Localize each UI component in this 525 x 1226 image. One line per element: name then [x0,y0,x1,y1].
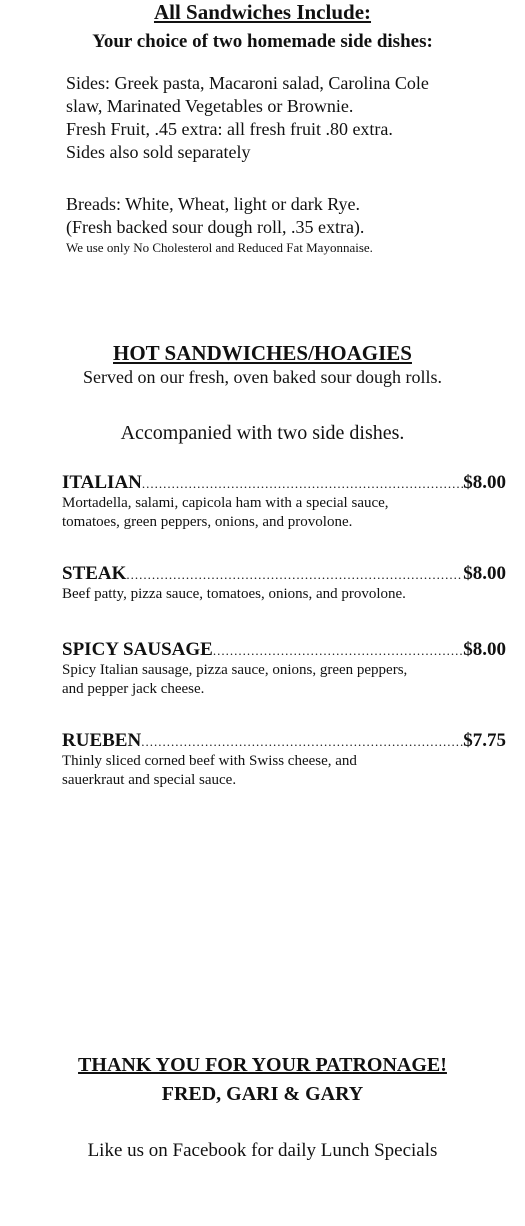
item-description: Beef patty, pizza sauce, tomatoes, onions, and provolone. [62,586,406,602]
dot-leader [126,567,463,583]
header-title: All Sandwiches Include: [153,0,372,24]
breads-line: Breads: White, Wheat, light or dark Rye. [66,194,361,214]
item-description: sauerkraut and special sauce. [62,772,237,788]
item-description: Thinly sliced corned beef with Swiss cheese, and [62,753,357,769]
hot-sandwiches-title: HOT SANDWICHES/HOAGIES [113,341,412,365]
sides-line: slaw, Marinated Vegetables or Brownie. [66,96,354,116]
menu-item-spicy-sausage [62,639,506,699]
breads-line: (Fresh backed sour dough roll, .35 extra). [66,217,365,237]
served-note: Served on our fresh, oven baked sour dough rolls. [83,367,442,387]
breads-section [66,193,506,257]
item-description: Spicy Italian sausage, pizza sauce, onions, green peppers, [62,662,408,678]
item-name: SPICY SAUSAGE [62,639,213,660]
sides-section [66,72,506,164]
item-name: RUEBEN [62,730,142,751]
item-description: Mortadella, salami, capicola ham with a special sauce, [62,495,389,511]
header-subtitle: Your choice of two homemade side dishes: [92,31,433,52]
item-name: STEAK [62,563,127,584]
sides-line: Sides: Greek pasta, Macaroni salad, Carolina Cole [66,73,429,93]
menu-item-steak [62,563,506,604]
mayonnaise-note: We use only No Cholesterol and Reduced Fat Mayonnaise. [66,240,373,255]
owner-names: FRED, GARI & GARY [161,1083,364,1105]
menu-item-italian [62,472,506,532]
menu-item-rueben [62,730,506,790]
item-price: $8.00 [463,639,506,660]
dot-leader [142,476,463,492]
item-description: and pepper jack cheese. [62,681,205,697]
dot-leader [141,734,463,750]
sides-line: Sides also sold separately [66,142,251,162]
accompanied-note: Accompanied with two side dishes. [120,422,405,444]
item-description: tomatoes, green peppers, onions, and provolone. [62,514,353,530]
facebook-note: Like us on Facebook for daily Lunch Specials [87,1140,438,1161]
item-price: $8.00 [463,563,506,584]
thank-you-note: THANK YOU FOR YOUR PATRONAGE! [78,1054,447,1076]
sides-line: Fresh Fruit, .45 extra: all fresh fruit .80 extra. [66,119,393,139]
item-name: ITALIAN [62,472,142,493]
item-price: $8.00 [463,472,506,493]
item-price: $7.75 [463,730,506,751]
dot-leader [213,643,463,659]
